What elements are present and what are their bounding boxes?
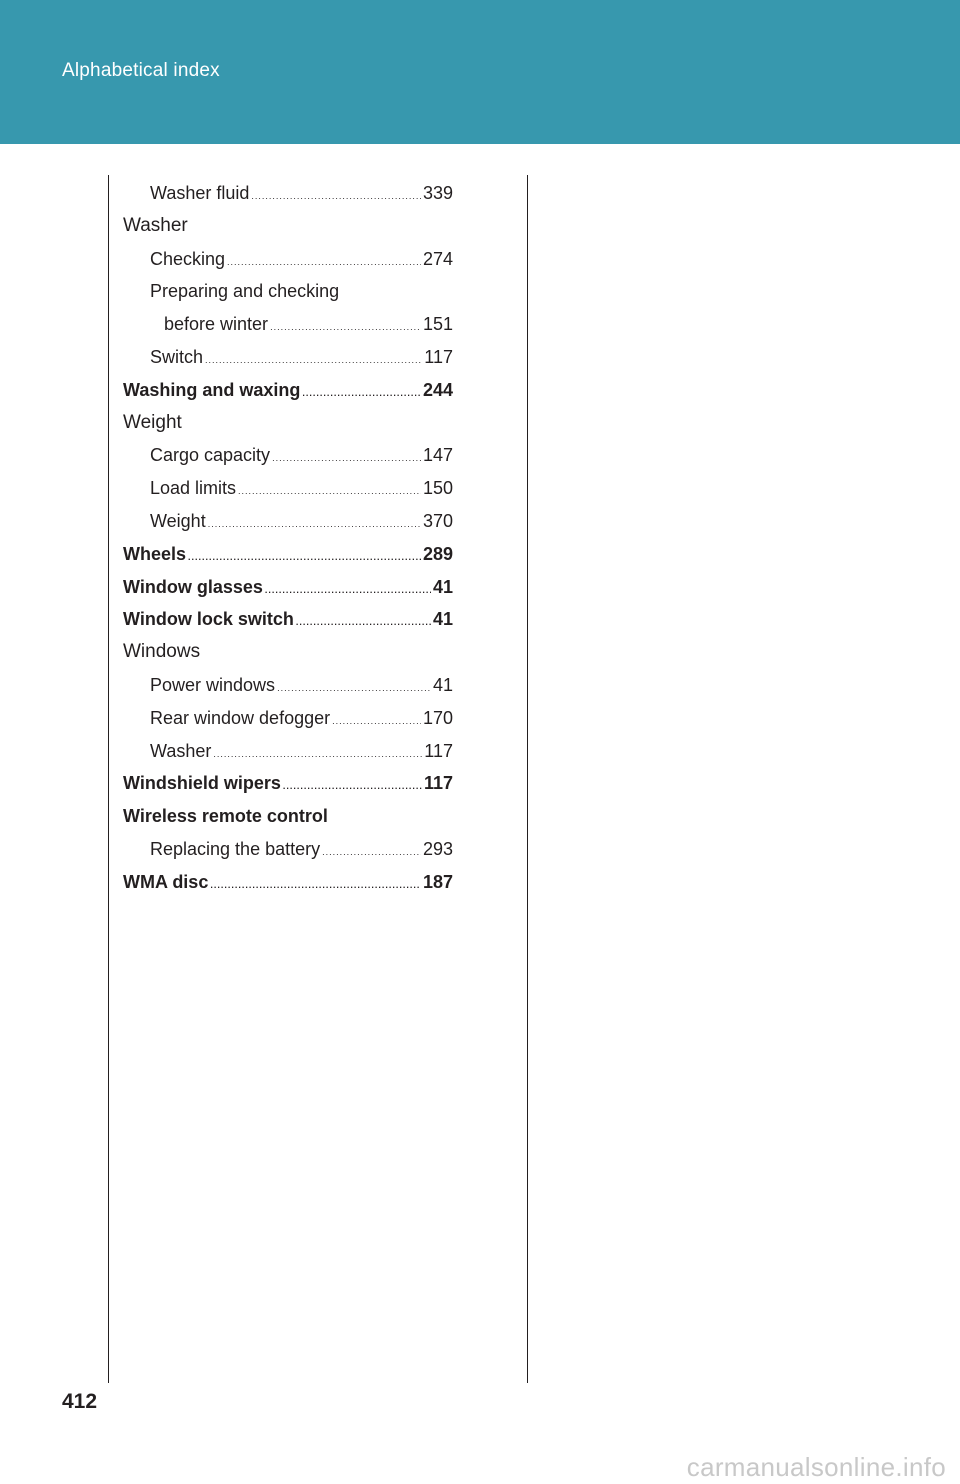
watermark: carmanualsonline.info bbox=[686, 1452, 946, 1482]
index-entry bbox=[123, 505, 453, 538]
index-term: Checking bbox=[150, 248, 226, 269]
index-page-number: 187 bbox=[422, 871, 453, 892]
dot-leader bbox=[205, 344, 422, 377]
index-entry bbox=[123, 833, 453, 866]
alphabetical-index-list bbox=[123, 177, 453, 899]
index-page-number: 41 bbox=[432, 609, 453, 630]
section-title: Alphabetical index bbox=[62, 60, 220, 81]
index-term: WMA disc bbox=[123, 871, 209, 892]
index-term: Load limits bbox=[150, 478, 237, 499]
dot-leader bbox=[296, 606, 431, 639]
index-entry bbox=[123, 800, 453, 833]
index-entry bbox=[123, 210, 453, 243]
index-term: Windshield wipers bbox=[123, 773, 281, 794]
index-page-number: 289 bbox=[422, 543, 453, 564]
index-page-number: 151 bbox=[422, 314, 453, 335]
index-entry bbox=[123, 538, 453, 571]
dot-leader bbox=[188, 541, 421, 574]
index-entry bbox=[123, 866, 453, 899]
index-page-number: 244 bbox=[422, 379, 453, 400]
index-entry bbox=[123, 603, 453, 636]
dot-leader bbox=[277, 672, 431, 705]
index-term: Cargo capacity bbox=[150, 445, 271, 466]
index-term: Washer bbox=[123, 214, 188, 236]
dot-leader bbox=[213, 738, 422, 771]
index-term: Switch bbox=[150, 346, 204, 367]
dot-leader bbox=[210, 869, 421, 902]
dot-leader bbox=[265, 574, 431, 607]
dot-leader bbox=[302, 377, 421, 410]
index-term: Wireless remote control bbox=[123, 806, 328, 827]
index-entry bbox=[123, 702, 453, 735]
index-page-number: 41 bbox=[432, 576, 453, 597]
dot-leader bbox=[238, 475, 421, 508]
index-term: before winter bbox=[164, 314, 269, 335]
index-page-number: 117 bbox=[424, 346, 453, 367]
index-page-number: 339 bbox=[422, 183, 453, 203]
index-page-number: 150 bbox=[422, 478, 453, 499]
index-term: Window glasses bbox=[123, 576, 263, 597]
index-page-number: 170 bbox=[422, 707, 453, 728]
index-term: Washer bbox=[150, 740, 212, 761]
index-entry bbox=[123, 669, 453, 702]
index-entry bbox=[123, 243, 453, 276]
index-term: Washing and waxing bbox=[123, 379, 301, 400]
index-page-number: 41 bbox=[432, 674, 453, 695]
dot-leader bbox=[272, 442, 421, 475]
column-divider-right bbox=[527, 175, 528, 1383]
index-entry bbox=[123, 374, 453, 407]
index-entry bbox=[123, 275, 453, 308]
dot-leader bbox=[251, 180, 421, 213]
index-term: Replacing the battery bbox=[150, 838, 321, 859]
index-page-number: 147 bbox=[422, 445, 453, 466]
index-entry bbox=[123, 472, 453, 505]
dot-leader bbox=[322, 836, 421, 869]
dot-leader bbox=[283, 770, 422, 803]
index-term: Windows bbox=[123, 641, 201, 663]
index-term: Power windows bbox=[150, 674, 276, 695]
dot-leader bbox=[332, 705, 421, 738]
index-term: Washer fluid bbox=[150, 183, 250, 203]
dot-leader bbox=[270, 311, 421, 344]
index-term: Preparing and checking bbox=[150, 281, 340, 302]
index-term: Wheels bbox=[123, 543, 187, 564]
index-term: Rear window defogger bbox=[150, 707, 331, 728]
index-entry bbox=[123, 767, 453, 800]
index-page-number: 370 bbox=[422, 510, 453, 531]
index-term: Weight bbox=[150, 510, 206, 531]
index-page-number: 293 bbox=[422, 838, 453, 859]
dot-leader bbox=[208, 508, 421, 541]
index-page-number: 117 bbox=[423, 773, 453, 794]
index-page-number: 274 bbox=[422, 248, 453, 269]
index-term: Window lock switch bbox=[123, 609, 294, 630]
page-number: 412 bbox=[62, 1390, 98, 1413]
index-entry bbox=[123, 177, 453, 210]
dot-leader bbox=[227, 246, 421, 279]
index-entry bbox=[123, 308, 453, 341]
index-entry bbox=[123, 439, 453, 472]
column-divider-left bbox=[108, 175, 109, 1383]
index-entry bbox=[123, 636, 453, 669]
index-entry bbox=[123, 407, 453, 440]
index-page-number: 117 bbox=[424, 740, 453, 761]
index-entry bbox=[123, 735, 453, 768]
index-term: Weight bbox=[123, 411, 182, 433]
index-entry bbox=[123, 341, 453, 374]
index-entry bbox=[123, 571, 453, 604]
